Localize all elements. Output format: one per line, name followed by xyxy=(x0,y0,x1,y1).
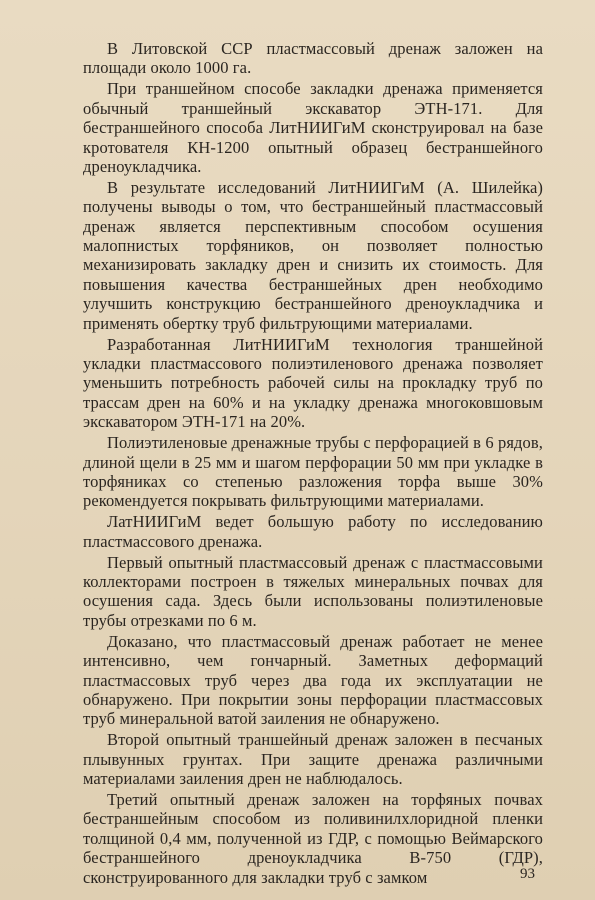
paragraph: При траншейном способе закладки дренажа применяется обычный траншейный экскаватор ЭТН-171. Для бестраншейного способа ЛитНИИГиМ сконструировал на базе кротователя КН-1200 опытный образец бестраншейного дреноукладчика. xyxy=(83,79,543,176)
paragraph: Первый опытный пластмассовый дренаж с пластмассовыми коллекторами построен в тяжелых минеральных почвах для осушения сада. Здесь были использованы полиэтиленовые трубы отрезками по 6 м. xyxy=(83,552,543,630)
body-text xyxy=(83,39,543,888)
paragraph: В Литовской ССР пластмассовый дренаж заложен на площади около 1000 га. xyxy=(83,39,543,78)
page-number: 93 xyxy=(520,866,535,882)
paragraph: Второй опытный траншейный дренаж заложен в песчаных плывунных грунтах. При защите дренажа различными материалами заиления дрен не наблюдалось. xyxy=(83,730,543,789)
paragraph: Полиэтиленовые дренажные трубы с перфорацией в 6 рядов, длиной щели в 25 мм и шагом перфорации 50 мм при укладке в торфяниках со степенью разложения торфа выше 30% рекомендуется покрывать фильтрующими материалами. xyxy=(83,433,543,511)
paragraph: Разработанная ЛитНИИГиМ технология траншейной укладки пластмассового полиэтиленового дренажа позволяет уменьшить потребность рабочей силы на прокладку труб по трассам дрен на 60% и на укладку дренажа многоковшовым экскаватором ЭТН-171 на 20%. xyxy=(83,334,543,432)
paragraph: ЛатНИИГиМ ведет большую работу по исследованию пластмассового дренажа. xyxy=(83,512,543,551)
paragraph: В результате исследований ЛитНИИГиМ (А. Шилейка) получены выводы о том, что бестраншейный пластмассовый дренаж является перспективным способом осушения малопнистых торфяников, он позволяет полностью механизировать закладку дрен и снизить их стоимость. Для повышения качества бестраншейных дрен необходимо улучшить конструкцию бестраншейного дреноукладчика и применять обертку труб фильтрующими материалами. xyxy=(83,177,543,333)
paragraph: Доказано, что пластмассовый дренаж работает не менее интенсивно, чем гончарный. Заметных деформаций пластмассовых труб через два года их эксплуатации не обнаружено. При покрытии зоны перфорации пластмассовых труб минеральной ватой заиления не обнаружено. xyxy=(83,631,543,729)
paragraph: Третий опытный дренаж заложен на торфяных почвах бестраншейным способом из поливинилхлоридной пленки толщиной 0,4 мм, полученной из ГДР, с помощью Веймарского бестраншейного дреноукладчика В-750 (ГДР), сконструированного для закладки труб с замком xyxy=(83,789,543,887)
